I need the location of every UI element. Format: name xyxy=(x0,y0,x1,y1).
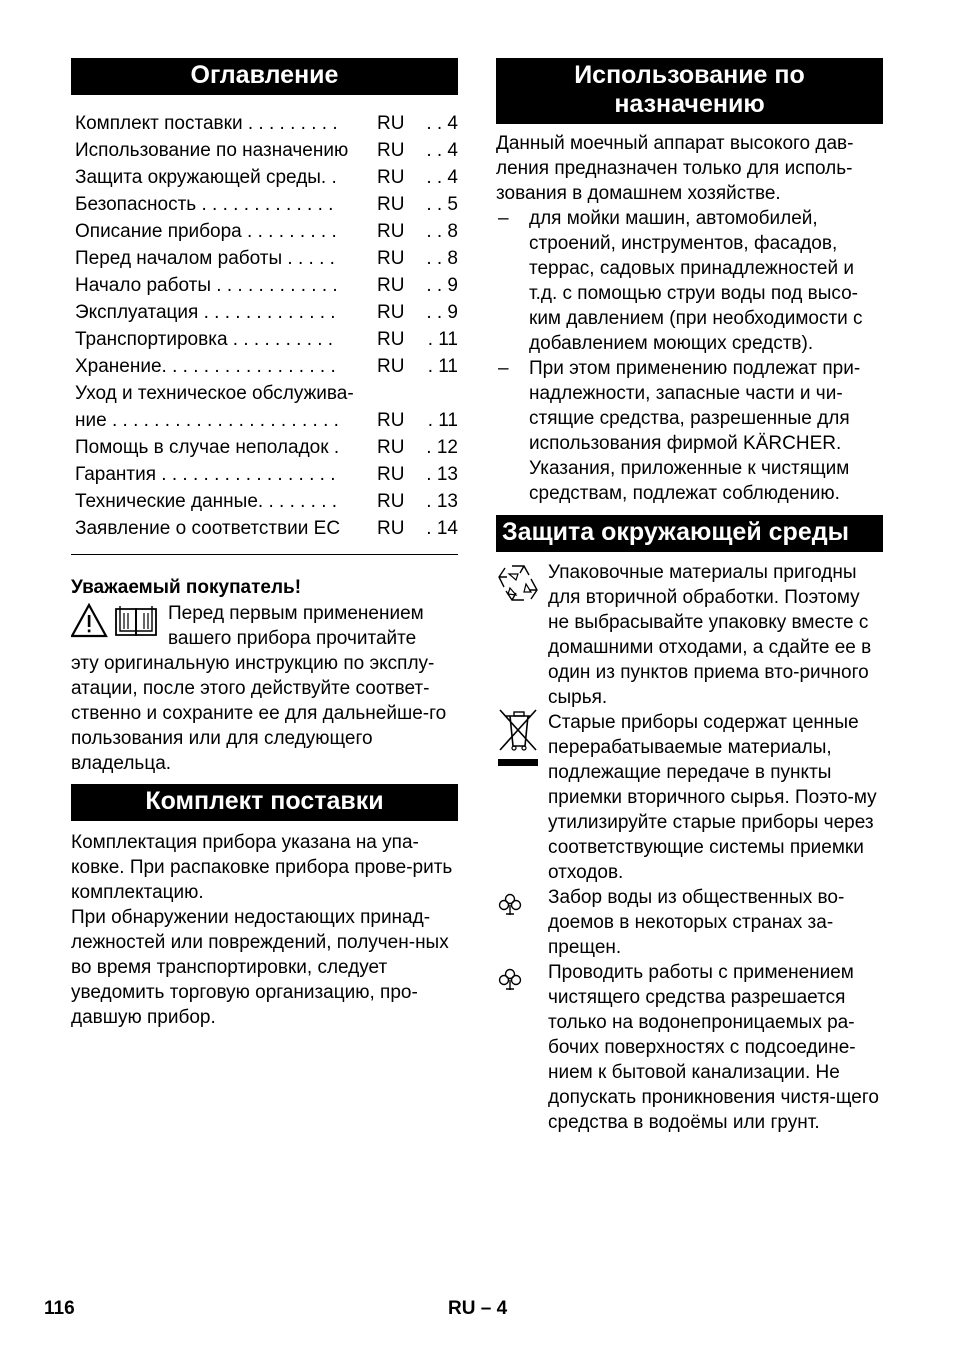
dash-bullet: – xyxy=(498,358,509,379)
toc-entry-title: Описание прибора . . . . . . . . . xyxy=(75,221,337,242)
toc-entry-language: RU xyxy=(377,140,405,161)
toc-entry[interactable] xyxy=(71,461,458,488)
toc-entry-title: Гарантия . . . . . . . . . . . . . . . . . xyxy=(75,464,336,485)
toc-entry-title: Транспортировка . . . . . . . . . . xyxy=(75,329,334,350)
toc-entry-title: Эксплуатация . . . . . . . . . . . . . xyxy=(75,302,336,323)
toc-entry[interactable] xyxy=(71,434,458,461)
toc-entry-page: . 13 xyxy=(426,491,458,512)
usage-item-text: При этом применению подлежат при-надлежности, запасные части и чи-стящие средства, разрешенные для использования фирмой KÄRCHER. Указания, приложенные к чистящим средствам, подлежат соблюдению. xyxy=(529,358,861,504)
toc-entry-page: . 14 xyxy=(426,518,458,539)
toc-entry[interactable] xyxy=(71,326,458,353)
toc-entry[interactable] xyxy=(71,515,458,542)
usage-item-text: для мойки машин, автомобилей, строений, инструментов, фасадов, террас, садовых принадлежностей и т.д. с помощью струи воды под высо-ким давлением (при необходимости с добавлением моющих средств). xyxy=(529,208,863,354)
crossed-bin-icon xyxy=(496,706,540,768)
environment-item xyxy=(496,560,883,710)
toc-entry[interactable] xyxy=(71,164,458,191)
environment-clover-icon xyxy=(496,968,524,992)
toc-entry-page: . . 5 xyxy=(426,194,458,215)
environment-item-text: Проводить работы с применением чистящего средства разрешается только на водонепроницаемых ра-бочих поверхностях с подсоедине-нием к бытовой канализации. Не допускать проникновения чистя-щего средства в водоёмы или грунт. xyxy=(548,962,879,1133)
section-page-label: RU – 4 xyxy=(448,1298,508,1319)
toc-entry-wrapped-line xyxy=(71,380,458,407)
toc-heading: Оглавление xyxy=(71,58,458,95)
toc-entry-page: . . 4 xyxy=(426,167,458,188)
toc-entry[interactable] xyxy=(71,299,458,326)
page-number: 116 xyxy=(44,1298,75,1319)
toc-entry-title: Начало работы . . . . . . . . . . . . xyxy=(75,275,338,296)
toc-entry[interactable] xyxy=(71,218,458,245)
toc-entry-language: RU xyxy=(377,167,405,188)
toc-entry-language: RU xyxy=(377,356,405,377)
right-column xyxy=(496,58,883,1135)
toc-entry-page: . . 4 xyxy=(426,140,458,161)
intro-line-2: вашего прибора прочитайте xyxy=(168,628,417,649)
toc-entry-title: Использование по назначению xyxy=(75,140,349,161)
toc-entry-title: Помощь в случае неполадок . xyxy=(75,437,340,458)
toc-entry-language: RU xyxy=(377,302,405,323)
toc-entry-page: . 13 xyxy=(426,464,458,485)
usage-intro: Данный моечный аппарат высокого дав-ления предназначен только для исполь-зования в домашнем хозяйстве. xyxy=(496,133,854,204)
environment-item xyxy=(496,885,883,960)
toc-entry-page: . . 8 xyxy=(426,221,458,242)
warning-read-manual-icon xyxy=(71,603,161,639)
usage-list-item xyxy=(496,206,883,356)
toc-entry[interactable] xyxy=(71,110,458,137)
toc-entry-page: . . 9 xyxy=(426,275,458,296)
intro-heading: Уважаемый покупатель! xyxy=(71,577,302,598)
delivery-paragraph-1: Комплектация прибора указана на упа-ковке. При распаковке прибора прове-рить комплектацию. xyxy=(71,832,453,903)
usage-heading: Использование по назначению xyxy=(496,58,883,124)
toc-entry-language: RU xyxy=(377,491,405,512)
delivery-paragraph-2: При обнаружении недостающих принад-лежностей или повреждений, получен-ных во время транспортировки, следует уведомить торговую организацию, про-давшую прибор. xyxy=(71,907,449,1028)
toc-divider xyxy=(71,554,458,555)
toc-entry-language: RU xyxy=(377,194,405,215)
toc-entry-page: . . 4 xyxy=(426,113,458,134)
toc-entry[interactable] xyxy=(71,137,458,164)
toc-entry-language: RU xyxy=(377,437,405,458)
toc-entry-language: RU xyxy=(377,410,405,431)
toc-entry-title: Защита окружающей среды. . xyxy=(75,167,337,188)
toc-entry[interactable] xyxy=(71,488,458,515)
toc-entry-title: Безопасность . . . . . . . . . . . . . xyxy=(75,194,334,215)
environment-clover-icon xyxy=(496,893,524,917)
toc-entry[interactable] xyxy=(71,245,458,272)
toc-entry-page: . 12 xyxy=(426,437,458,458)
toc-entry-page: . 11 xyxy=(427,329,458,350)
dash-bullet: – xyxy=(498,208,509,229)
toc-entry-language: RU xyxy=(377,464,405,485)
toc-entry-page: . . 9 xyxy=(426,302,458,323)
toc-entry-title: Комплект поставки . . . . . . . . . xyxy=(75,113,338,134)
toc-entry[interactable] xyxy=(71,353,458,380)
left-column xyxy=(71,58,458,1030)
table-of-contents xyxy=(71,110,458,542)
environment-item-text: Старые приборы содержат ценные перерабатываемые материалы, подлежащие передаче в пункты приемки вторичного сырья. Поэто-му утилизируйте старые приборы через соответствующие системы приемки отходов. xyxy=(548,712,877,883)
toc-entry-language: RU xyxy=(377,518,405,539)
toc-entry-title: Уход и техническое обслужива- xyxy=(75,383,354,404)
toc-entry[interactable] xyxy=(71,272,458,299)
environment-heading: Защита окружающей среды xyxy=(496,515,883,552)
toc-entry-language: RU xyxy=(377,329,405,350)
recycling-icon xyxy=(496,562,540,604)
environment-item-text: Упаковочные материалы пригодны для вторичной обработки. Поэтому не выбрасывайте упаковку вместе с домашними отходами, а сдайте ее в один из пунктов приема вто-ричного сырья. xyxy=(548,562,872,708)
usage-list-item xyxy=(496,356,883,506)
toc-entry-language: RU xyxy=(377,113,405,134)
environment-item xyxy=(496,710,883,885)
toc-entry-title: ние . . . . . . . . . . . . . . . . . . . . . . xyxy=(75,410,339,431)
delivery-heading: Комплект поставки xyxy=(71,784,458,821)
environment-item xyxy=(496,960,883,1135)
environment-item-text: Забор воды из общественных во-доемов в некоторых странах за-прещен. xyxy=(548,887,845,958)
toc-entry-page: . . 8 xyxy=(426,248,458,269)
toc-entry-title: Заявление о соответствии ЕС xyxy=(75,518,341,539)
toc-entry-language: RU xyxy=(377,221,405,242)
toc-entry[interactable] xyxy=(71,407,458,434)
toc-entry[interactable] xyxy=(71,191,458,218)
toc-entry-title: Перед началом работы . . . . . xyxy=(75,248,335,269)
toc-entry-page: . 11 xyxy=(427,356,458,377)
toc-entry-title: Хранение. . . . . . . . . . . . . . . . . xyxy=(75,356,336,377)
toc-entry-language: RU xyxy=(377,248,405,269)
toc-entry-language: RU xyxy=(377,275,405,296)
toc-entry-page: . 11 xyxy=(427,410,458,431)
intro-paragraph xyxy=(71,601,458,776)
intro-line-1: Перед первым применением xyxy=(168,603,424,624)
intro-rest: эту оригинальную инструкцию по эксплу-атации, после этого действуйте соответ-ственно и сохраните ее для дальнейше-го пользования или для следующего владельца. xyxy=(71,653,447,774)
toc-entry-title: Технические данные. . . . . . . . xyxy=(75,491,338,512)
